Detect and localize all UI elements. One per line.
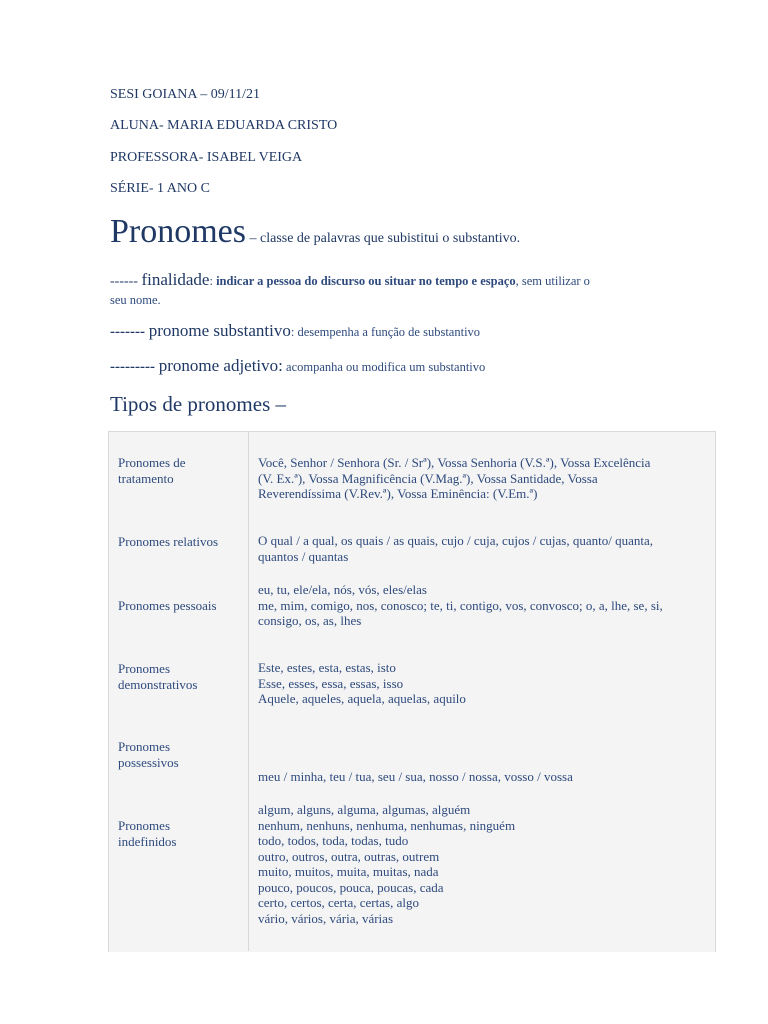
example-line: algum, alguns, alguma, algumas, alguém [258, 802, 471, 817]
type-line: Pronomes de [118, 455, 186, 470]
grade-line: SÉRIE- 1 ANO C [110, 181, 210, 196]
example-line: eu, tu, ele/ela, nós, vós, eles/elas [258, 582, 427, 597]
type-line: indefinidos [118, 833, 177, 849]
table-column-divider [248, 431, 249, 951]
example-line: (V. Ex.ª), Vossa Magnificência (V.Mag.ª), Vossa Santidade, Vossa [258, 470, 598, 486]
type-line: Pronomes [118, 818, 170, 833]
page-title: Pronomes [110, 213, 246, 250]
example-line: todo, todos, toda, todas, tudo [258, 833, 409, 848]
finalidade-continuation [110, 291, 161, 309]
table-row-examples [258, 660, 703, 707]
example-line: Aquele, aqueles, aquela, aquelas, aquilo [258, 691, 466, 706]
finalidade-line [110, 270, 590, 290]
type-line: Pronomes relativos [118, 534, 219, 549]
example-line: muito, muitos, muita, muitas, nada [258, 864, 439, 879]
adjetivo-line [110, 356, 485, 376]
substantivo-desc: : desempenha a função de substantivo [290, 325, 481, 339]
table-row-type [118, 661, 243, 692]
table-row-type [118, 455, 243, 486]
finalidade-rest2: seu nome. [110, 293, 161, 307]
example-line: nenhum, nenhuns, nenhuma, nenhumas, ninguém [258, 817, 516, 833]
table-row-examples [258, 802, 703, 926]
table-row-type [118, 739, 243, 770]
finalidade-label: finalidade [141, 270, 210, 289]
adjetivo-dashes: --------- [110, 359, 159, 375]
example-line: Este, estes, esta, estas, isto [258, 660, 396, 675]
title-definition: – classe de palavras que subistitui o substantivo. [246, 231, 521, 246]
adjetivo-desc: acompanha ou modifica um substantivo [282, 360, 486, 374]
finalidade-bold-text: indicar a pessoa do discurso ou situar no tempo e espaço [216, 274, 516, 288]
example-line: meu / minha, teu / tua, seu / sua, nosso / nossa, vosso / vossa [258, 769, 573, 784]
example-line: Esse, esses, essa, essas, isso [258, 675, 404, 691]
example-line: quantos / quantas [258, 548, 349, 564]
type-line: tratamento [118, 470, 174, 486]
table-row-type [118, 818, 243, 849]
finalidade-colon: : [209, 274, 217, 288]
example-line: certo, certos, certa, certas, algo [258, 895, 419, 910]
finalidade-rest: , sem utilizar o [515, 274, 590, 288]
table-row-type [118, 534, 243, 550]
example-line: O qual / a qual, os quais / as quais, cujo / cuja, cujos / cujas, quanto/ quanta, [258, 533, 653, 548]
teacher-name-line: PROFESSORA- ISABEL VEIGA [110, 150, 303, 165]
school-date-line: SESI GOIANA – 09/11/21 [110, 87, 260, 102]
student-name-line: ALUNA- MARIA EDUARDA CRISTO [110, 118, 338, 133]
type-line: Pronomes [118, 739, 170, 754]
table-row-type [118, 598, 243, 614]
type-line: Pronomes pessoais [118, 598, 217, 613]
adjetivo-label: pronome adjetivo: [158, 356, 283, 375]
type-line: possessivos [118, 754, 179, 770]
table-row-examples [258, 769, 703, 785]
title-row [110, 212, 520, 252]
example-line: Reverendíssima (V.Rev.ª), Vossa Eminência: (V.Em.ª) [258, 486, 538, 501]
substantivo-dashes: ------- [110, 324, 149, 340]
example-line: pouco, poucos, pouca, poucas, cada [258, 879, 444, 895]
finalidade-dashes: ------ [110, 274, 142, 289]
type-line: Pronomes [118, 661, 170, 676]
table-row-examples [258, 533, 703, 564]
substantivo-line [110, 321, 480, 341]
substantivo-label: pronome substantivo [148, 321, 291, 340]
section-title: Tipos de pronomes – [110, 392, 286, 416]
table-row-examples [258, 455, 703, 502]
table-row-examples [258, 582, 703, 629]
type-line: demonstrativos [118, 676, 198, 692]
example-line: outro, outros, outra, outras, outrem [258, 848, 440, 864]
example-line: me, mim, comigo, nos, conosco; te, ti, contigo, vos, convosco; o, a, lhe, se, si, [258, 597, 663, 613]
example-line: consigo, os, as, lhes [258, 613, 362, 628]
example-line: Você, Senhor / Senhora (Sr. / Srª), Vossa Senhoria (V.S.ª), Vossa Excelência [258, 455, 651, 470]
example-line: vário, vários, vária, várias [258, 910, 394, 926]
